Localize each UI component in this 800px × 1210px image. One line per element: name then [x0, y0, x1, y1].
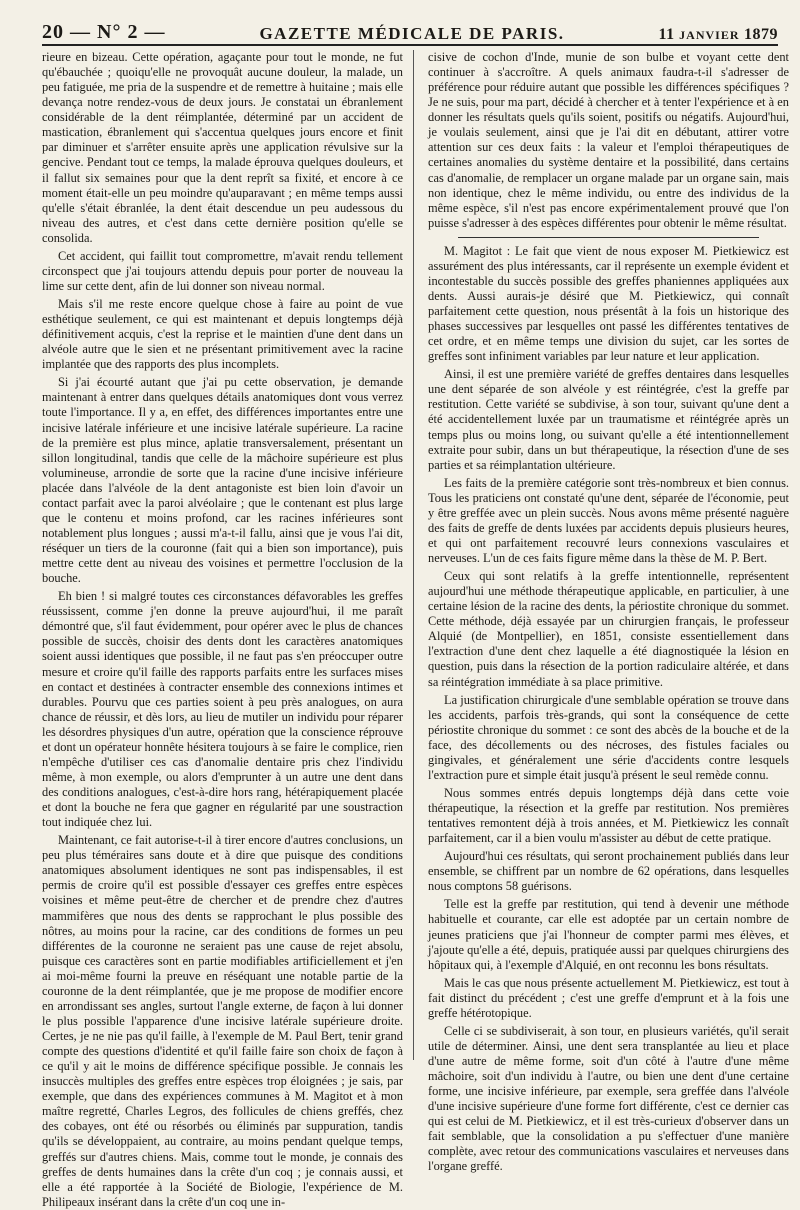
- page-header: [42, 14, 778, 46]
- section-divider: [458, 237, 759, 238]
- page-number: 20: [42, 21, 64, 43]
- date-day: 11: [658, 26, 675, 43]
- date-month: JANVIER: [679, 28, 740, 42]
- paragraph: Mais le cas que nous présente actuellement M. Pietkiewicz, est tout à fait distinct du précédent ; c'est une greffe d'emprunt et à la fois une greffe hétérotopique.: [428, 975, 789, 1020]
- paragraph: Ainsi, il est une première variété de greffes dentaires dans lesquelles une dent séparée de son alvéole y est réintégrée, c'est la greffe par restitution. Cette variété se subdivise, à son tour, suivant qu'une dent a été accidentellement luxée par un traumatisme et réintégrée après un temps plus ou moins long, ou suivant qu'elle a été intentionnellement extraite pour subir, dans un but thérapeutique, la résection d'une de ses parties et sa réimplantation ultérieure.: [428, 367, 789, 472]
- issue-date: [659, 26, 778, 44]
- paragraph: Ceux qui sont relatifs à la greffe intentionnelle, représentent aujourd'hui une méthode thérapeutique applicable, en particulier, à une certaine lésion de la racine des dents, la périostite chronique du sommet. Cette méthode, déjà essayée par un chirurgien français, le professeur Alquié (de Montpellier), en 1851, consiste essentiellement dans l'extraction d'une dent chez laquelle a été diagnostiquée la lésion en question, puis dans la résection de la portion radiculaire altérée, et dans sa réintégration immédiate à sa place primitive.: [428, 569, 789, 689]
- paragraph: cisive de cochon d'Inde, munie de son bulbe et voyant cette dent continuer à s'accroître. A quels animaux faudra-t-il s'adresser de préférence pour réduire autant que possible les différences spécifiques ? Je ne suis, pour ma part, décidé à chercher et à tenter l'expérience et à en donner les résultats quels qu'ils soient, positifs ou négatifs. Aujourd'hui, je voulais seulement, ainsi que je l'ai dit en débutant, attirer votre attention sur ces deux faits : la valeur et l'emploi thérapeutiques de certaines anomalies du système dentaire et la possibilité, dans certains cas d'anomalie, de remplacer un organe malade par un organe sain, mais non identique, chez le même individu, ou entre des individus de la même espèce, s'il n'est pas encore expérimentalement prouvé que l'on puisse s'adresser à des espèces différentes pour obtenir le même résultat.: [428, 50, 789, 230]
- text-columns: [42, 50, 789, 1209]
- paragraph: Eh bien ! si malgré toutes ces circonstances défavorables les greffes réussissent, comme j'en donne la preuve aujourd'hui, il me paraît démontré que, s'il faut évidemment, pour opérer avec le plus de chances possible de succès, choisir des dents dont les caractères anatomiques soient aussi identiques que possible, il ne faut pas s'en préoccuper outre mesure et croire qu'il faille des rapports parfaits entre les surfaces mises en contact et destinées à contracter ensemble des connexions intimes et durables. Pourvu que ces parties soient à peu près analogues, on aura chance de réussir, et dès lors, au lieu de mutiler un individu pour réparer les désordres physiques d'un autre, opération que la conscience réprouve et dont un opérateur honnête hésitera toujours à se faire le complice, rien n'empêche d'utiliser ces cas d'anomalie dentaire pris chez l'individu même, à mon exemple, ou alors d'emprunter à un autre une dent dans des conditions analogues, c'est-à-dire hors rang, hétérapiquement placée et dont la bouche ne fera que gagner en régularité par une soustraction tout indiquée chez lui.: [42, 589, 403, 830]
- date-year: 1879: [744, 26, 778, 43]
- paragraph: Aujourd'hui ces résultats, qui seront prochainement publiés dans leur ensemble, se chiffrent par un nombre de 62 opérations, dans lesquelles nous comptons 58 guérisons.: [428, 849, 789, 894]
- issue-number: — N° 2 —: [70, 21, 166, 43]
- paragraph: La justification chirurgicale d'une semblable opération se trouve dans les accidents, parfois très-grands, qui sont la conséquence de cette périostite chronique du sommet : ce sont des abcès de la bouche et de la face, des décollements ou des nécroses, des fistules faciales ou gingivales, et généralement une série d'accidents contre lesquels l'extraction pure et simple était jusqu'à présent le seul remède connu.: [428, 692, 789, 782]
- paragraph: rieure en bizeau. Cette opération, agaçante pour tout le monde, ne fut qu'ébauchée ; quoiqu'elle ne provoquât aucune douleur, la malade, un peu fatiguée, me pria de la suspendre et de remettre à huitaine ; mais elle devança notre rendez-vous de deux jours. Je constatai un ébranlement considérable de la dent réimplantée, déterminé par un accident de mastication, ébranlement qui s'accentua quelques jours encore et finit par diminuer et s'arrêter ensuite après une application révulsive sur la gencive. Pendant tout ce temps, la malade éprouva quelques douleurs, et il fallut six semaines pour que la dent reprît sa fixité, et encore à ce moment était-elle un peu moindre qu'auparavant ; en même temps aussi qu'elle s'était ébranlée, la dent était descendue un peu audessous du niveau des autres, et c'est dans cette dernière position qu'elle se consolida.: [42, 50, 403, 245]
- paragraph: Telle est la greffe par restitution, qui tend à devenir une méthode habituelle et courante, car elle est adoptée par un certain nombre de jeunes praticiens que j'ai l'honneur de compter parmi mes élèves, et j'ajoute qu'elle a été, depuis, pratiquée aussi par quelques chirurgiens des hôpitaux qui, à l'exemple d'Alquié, en ont reconnu les bons résultats.: [428, 897, 789, 972]
- paragraph: Mais s'il me reste encore quelque chose à faire au point de vue esthétique seulement, ce qui est maintenant et depuis longtemps déjà définitivement acquis, c'est la reprise et le maintien d'une dent dans un alvéole autre que le sien et ne présentant primitivement avec la racine implantée que des rapports des plus incomplets.: [42, 297, 403, 372]
- journal-title: GAZETTE MÉDICALE DE PARIS.: [259, 24, 565, 43]
- right-column: [428, 50, 789, 1174]
- paragraph: Nous sommes entrés depuis longtemps déjà dans cette voie thérapeutique, la résection et la greffe par restitution. Nos premières tentatives remontent déjà à trois années, et M. Pietkiewicz les connaît parfaitement, car il a bien voulu m'assister au début de cette pratique.: [428, 785, 789, 846]
- paragraph: Maintenant, ce fait autorise-t-il à tirer encore d'autres conclusions, un peu plus téméraires sans doute et à dire que puisque des conditions anatomiques absolument identiques ne sont pas indispensables, il est permis de croire qu'il est possible d'essayer ces greffes entre espèces voisines et même peut-être de chercher et de prendre chez d'autres mammifères que nous des dents se rapprochant le plus possible des nôtres, au moins pour la racine, car des conditions de formes un peu différentes de la couronne ne seraient pas une cause de rejet absolu, puisque ces caractères sont en partie modifiables artificiellement et j'en ai moi-même fourni la preuve en réséquant une notable partie de la couronne de la dent réimplantée, que je me propose de modifier encore en arrondissant ses angles, surtout l'angle externe, de façon à lui donner le plus possible l'apparence d'une incisive latérale supérieure droite. Certes, je ne nie pas qu'il faille, à l'exemple de M. Paul Bert, tenir grand compte des questions d'identité et qu'il faille faire son choix de façon à ce qu'il y ait le moins de différence spécifique possible. Je connais les insuccès multiples des greffes entre espèces trop éloignées ; je sais, par exemple, que dans des expériences communes à M. Magitot et à mon maître regretté, Charles Legros, des follicules de chiens greffés, chez des cobayes, ont été ou résorbés ou éliminés par suppuration, tandis qu'ils se développaient, au contraire, au moins pendant quelque temps, greffés sur d'autres chiens. Mais, comme tout le monde, je connais des greffes de dents humaines dans la crête d'un coq ; je connais aussi, et elle a été rapportée à la Société de Biologie, l'expérience de M. Philipeaux insérant dans la crête d'un coq une in-: [42, 833, 403, 1209]
- paragraph: Cet accident, qui faillit tout compromettre, m'avait rendu tellement circonspect que j'ai toujours attendu depuis pour porter de nouveau la lime sur cette dent, afin de lui donner son niveau normal.: [42, 248, 403, 293]
- left-column: [42, 50, 414, 1209]
- page-number-issue: [42, 21, 165, 44]
- paragraph: Celle ci se subdiviserait, à son tour, en plusieurs variétés, qu'il serait utile de déterminer. Ainsi, une dent sera transplantée au lieu et place d'une autre de même forme, soit d'un côté à l'autre d'une même mâchoire, soit d'un individu à l'autre, ou bien une dent d'une certaine forme, une incisive inférieure, par exemple, sera greffée dans l'alvéole d'une incisive supérieure d'une forme fort différente, c'est ce dernier cas qui est celui de M. Pietkiewicz, et il est très-curieux d'observer dans un fait semblable, que la consolidation a pu s'effectuer d'une manière complète, avec retour des communications vasculaires et nerveuses dans l'organe greffé.: [428, 1023, 789, 1174]
- paragraph: Si j'ai écourté autant que j'ai pu cette observation, je demande maintenant à entrer dans quelques détails anatomiques dont vous verrez toute l'importance. Il y a, en effet, des différences importantes entre une incisive latérale inférieure et une incisive latérale supérieure. La racine de la première est plus mince, aplatie transversalement, présentant un sillon longitudinal, tandis que celle de la mâchoire supérieure est plus volumineuse, arrondie de sorte que la racine d'une incisive inférieure placée dans l'alvéole de la dent antagoniste est bien loin d'avoir un contact parfait avec la paroi alvéolaire ; que le contenant est plus large que le contenu et moins profond, car les racines inférieures sont notablement plus longues ; aussi m'a-t-il fallu, ainsi que je vous l'ai dit, réséquer un tiers de la couronne (fait qui a bien son importance), puis mettre cette dent au niveau des voisines et permettre l'occlusion de la bouche.: [42, 375, 403, 586]
- paragraph: Les faits de la première catégorie sont très-nombreux et bien connus. Tous les praticiens ont constaté qu'une dent, séparée de l'économie, peut y être greffée avec un plein succès. Nous avons même présenté naguère des faits de greffe de dents luxées par accidents depuis plusieurs heures, et qui ont parfaitement recouvré leurs connexions vasculaires et nerveuses. L'un de ces faits figure même dans la thèse de M. P. Bert.: [428, 475, 789, 565]
- paragraph: M. Magitot : Le fait que vient de nous exposer M. Pietkiewicz est assurément des plus intéressants, car il représente un exemple évident et incontestable du succès possible des greffes phaniennes appliquées aux dents. Aussi aurais-je désiré que M. Pietkiewicz, qui connaît parfaitement cette question, nous présentât à la fois un historique des phases successives par lesquelles ont passé les différentes tentatives de cet ordre, et en même temps une division du sujet, car les sortes de greffes sont infiniment variables par leur nature et leur application.: [428, 243, 789, 364]
